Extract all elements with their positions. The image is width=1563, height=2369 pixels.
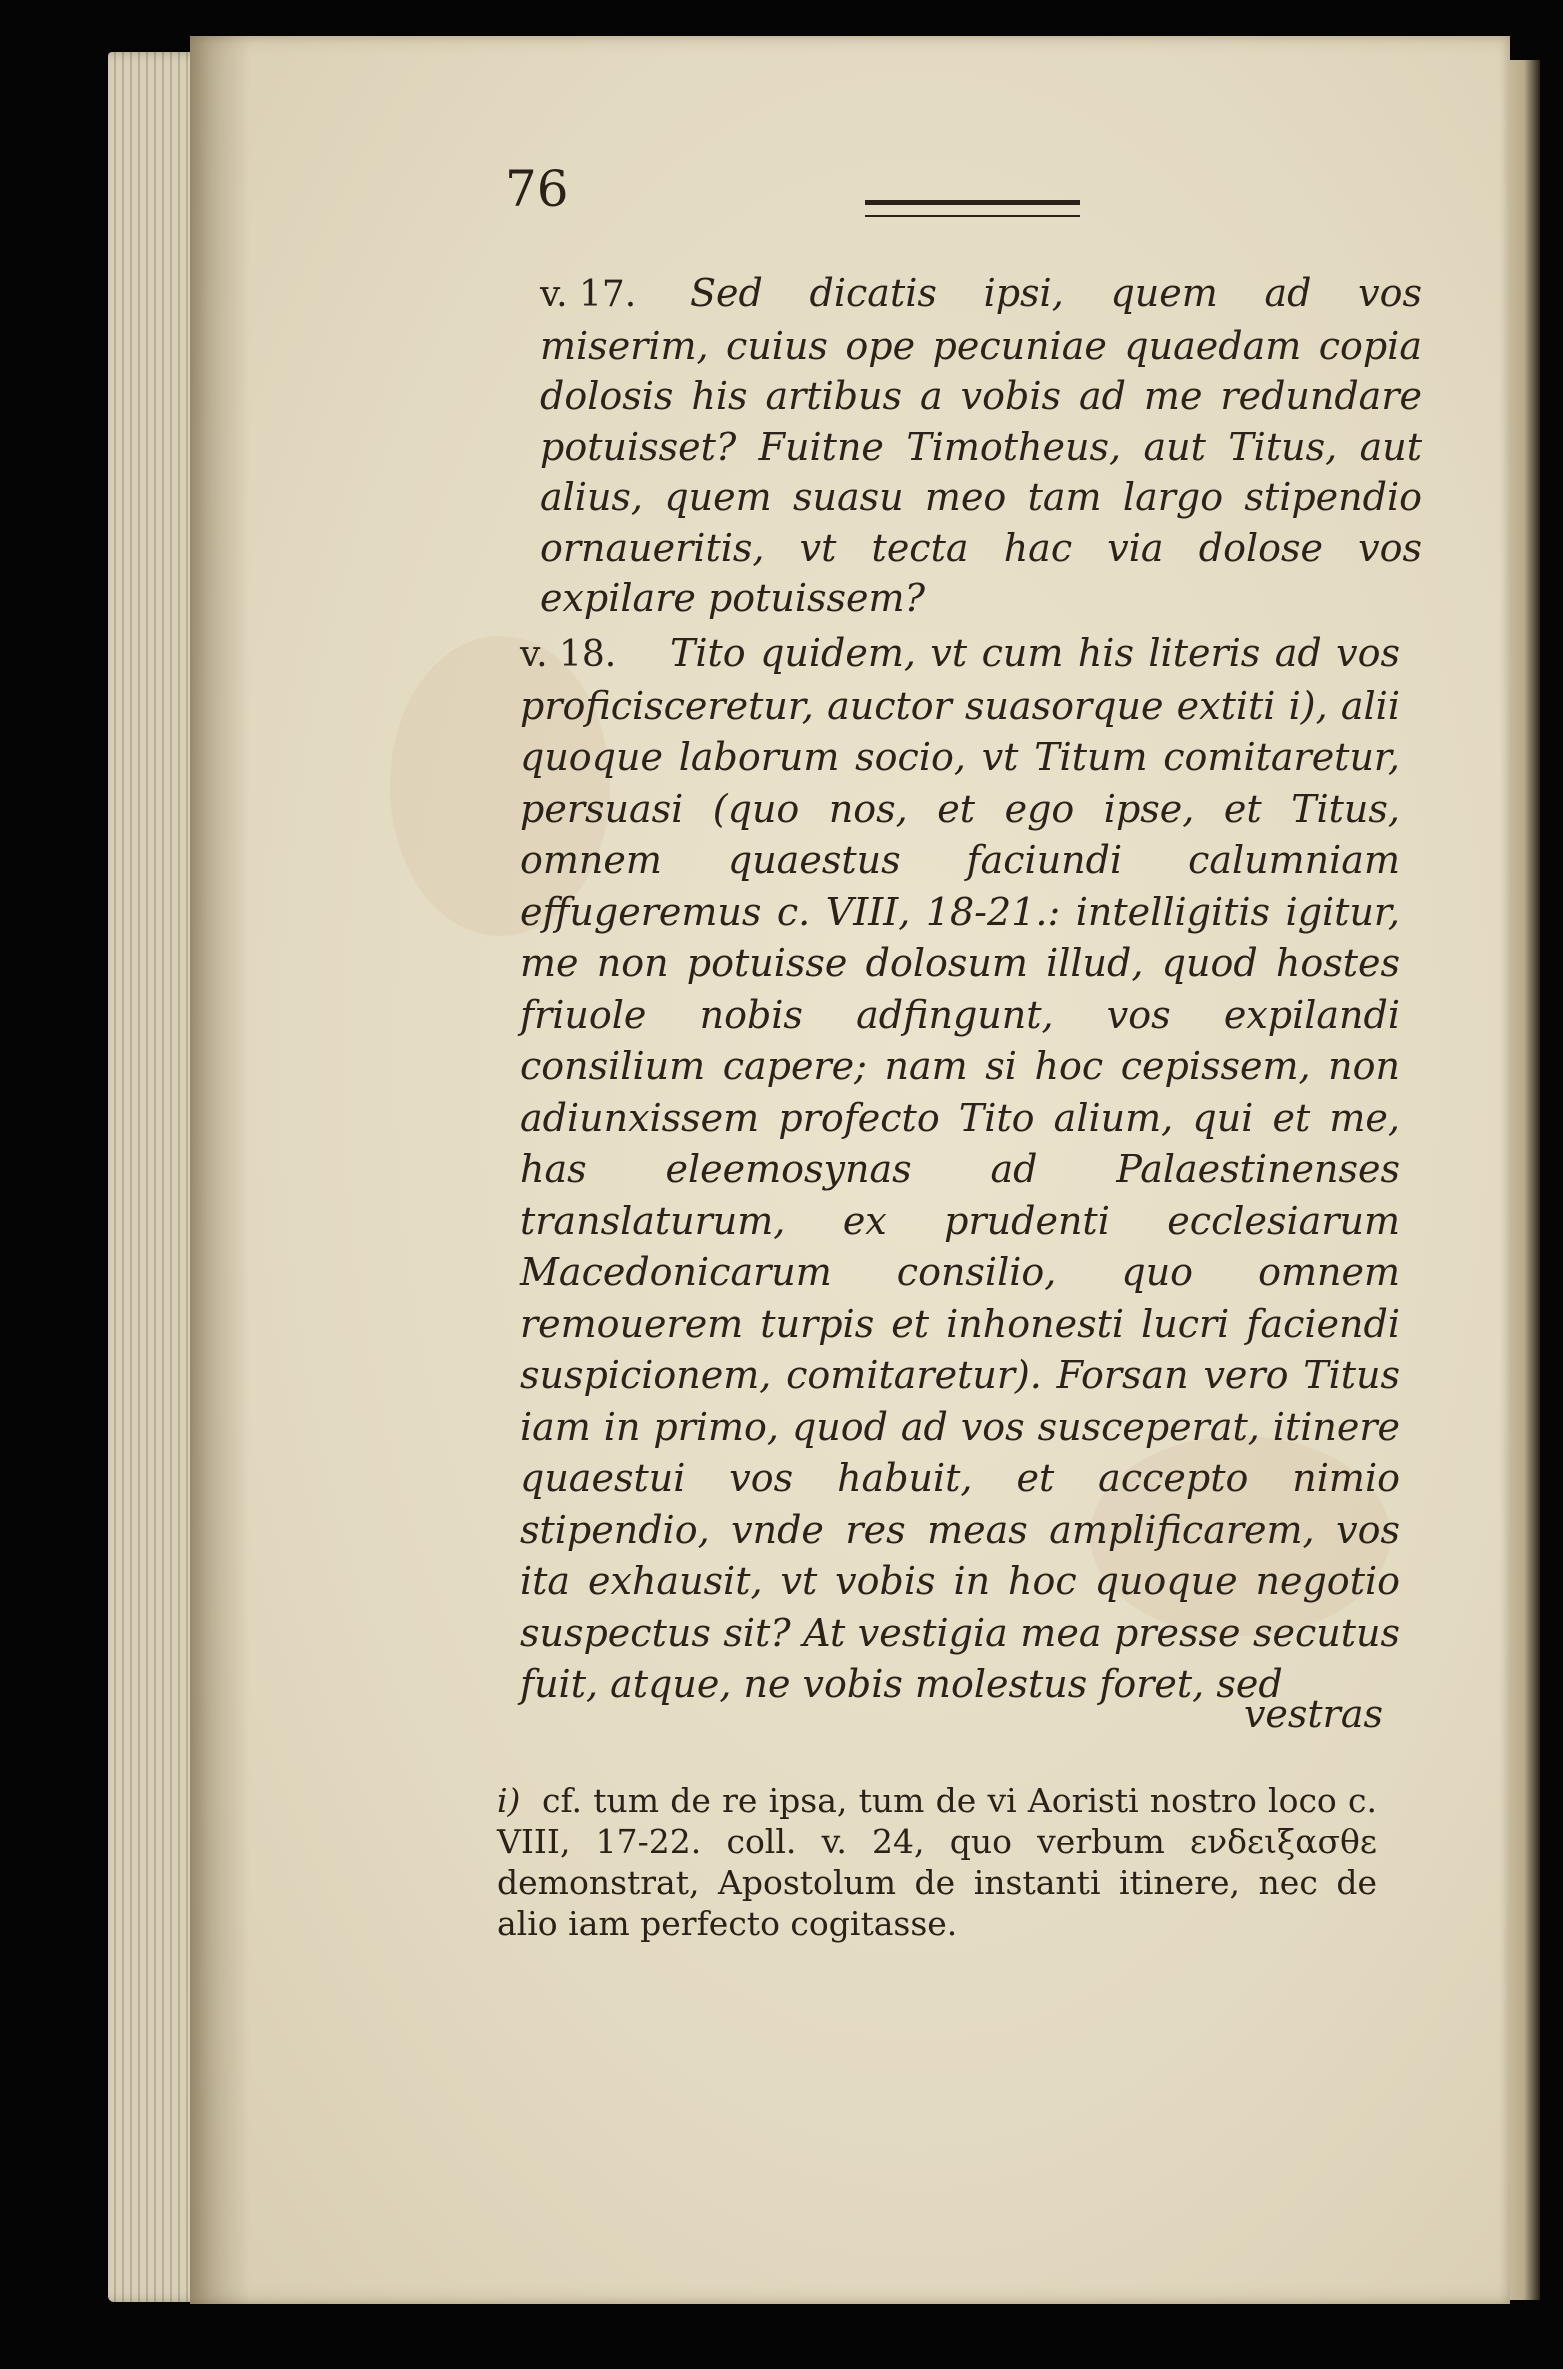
catchword: vestras — [1243, 1692, 1383, 1736]
verse-18-text: Tito quidem, vt cum his literis ad vos proficisceretur, auctor suasorque extiti i), alii quoque laborum socio, vt Titum comitaretur, persuasi (quo nos, et ego ipse, et Titus, omnem quaestus faciundi calumniam effugeremus c. VIII, 18-21.: intelligitis igitur, me non potuisse dolosum illud, quod hostes friuole nobis adfingunt, vos expilandi consilium capere; nam si hoc cepissem, non adiunxissem profecto Tito alium, qui et me, has eleemosynas ad Palaestinenses translaturum, ex prudenti ecclesiarum Macedonicarum consilio, quo omnem remouerem turpis et inhonesti lucri faciendi suspicionem, comitaretur). Forsan vero Titus iam in primo, quod ad vos susceperat, itinere quaestui vos habuit, et accepto nimio stipendio, vnde res meas amplificarem, vos ita exhausit, vt vobis in hoc quoque negotio suspectus sit? At vestigia mea presse secutus fuit, atque, ne vobis molestus foret, sed — [520, 631, 1400, 1706]
footnote-marker: i) — [497, 1781, 521, 1820]
footnote-text: cf. tum de re ipsa, tum de vi Aoristi nostro loco c. VIII, 17-22. coll. v. 24, quo verbum ενδειξασθε demonstrat, Apostolum de instanti itinere, nec de alio iam perfecto cogitasse. — [497, 1781, 1377, 1943]
verse-17 — [540, 268, 1422, 624]
gutter-shadow — [190, 36, 250, 2304]
footnote — [497, 1780, 1377, 1944]
verse-17-label: v. 17. — [540, 274, 637, 315]
header-rule — [865, 200, 1080, 217]
page-number: 76 — [505, 160, 569, 218]
verse-18-label: v. 18. — [520, 634, 617, 675]
verse-18 — [520, 628, 1400, 1711]
verse-17-text: Sed dicatis ipsi, quem ad vos miserim, cuius ope pecuniae quaedam copia dolosis his artibus a vobis ad me redundare potuisset? Fuitne Timotheus, aut Titus, aut alius, quem suasu meo tam largo stipendio ornaueritis, vt tecta hac via dolose vos expilare potuissem? — [540, 271, 1422, 620]
